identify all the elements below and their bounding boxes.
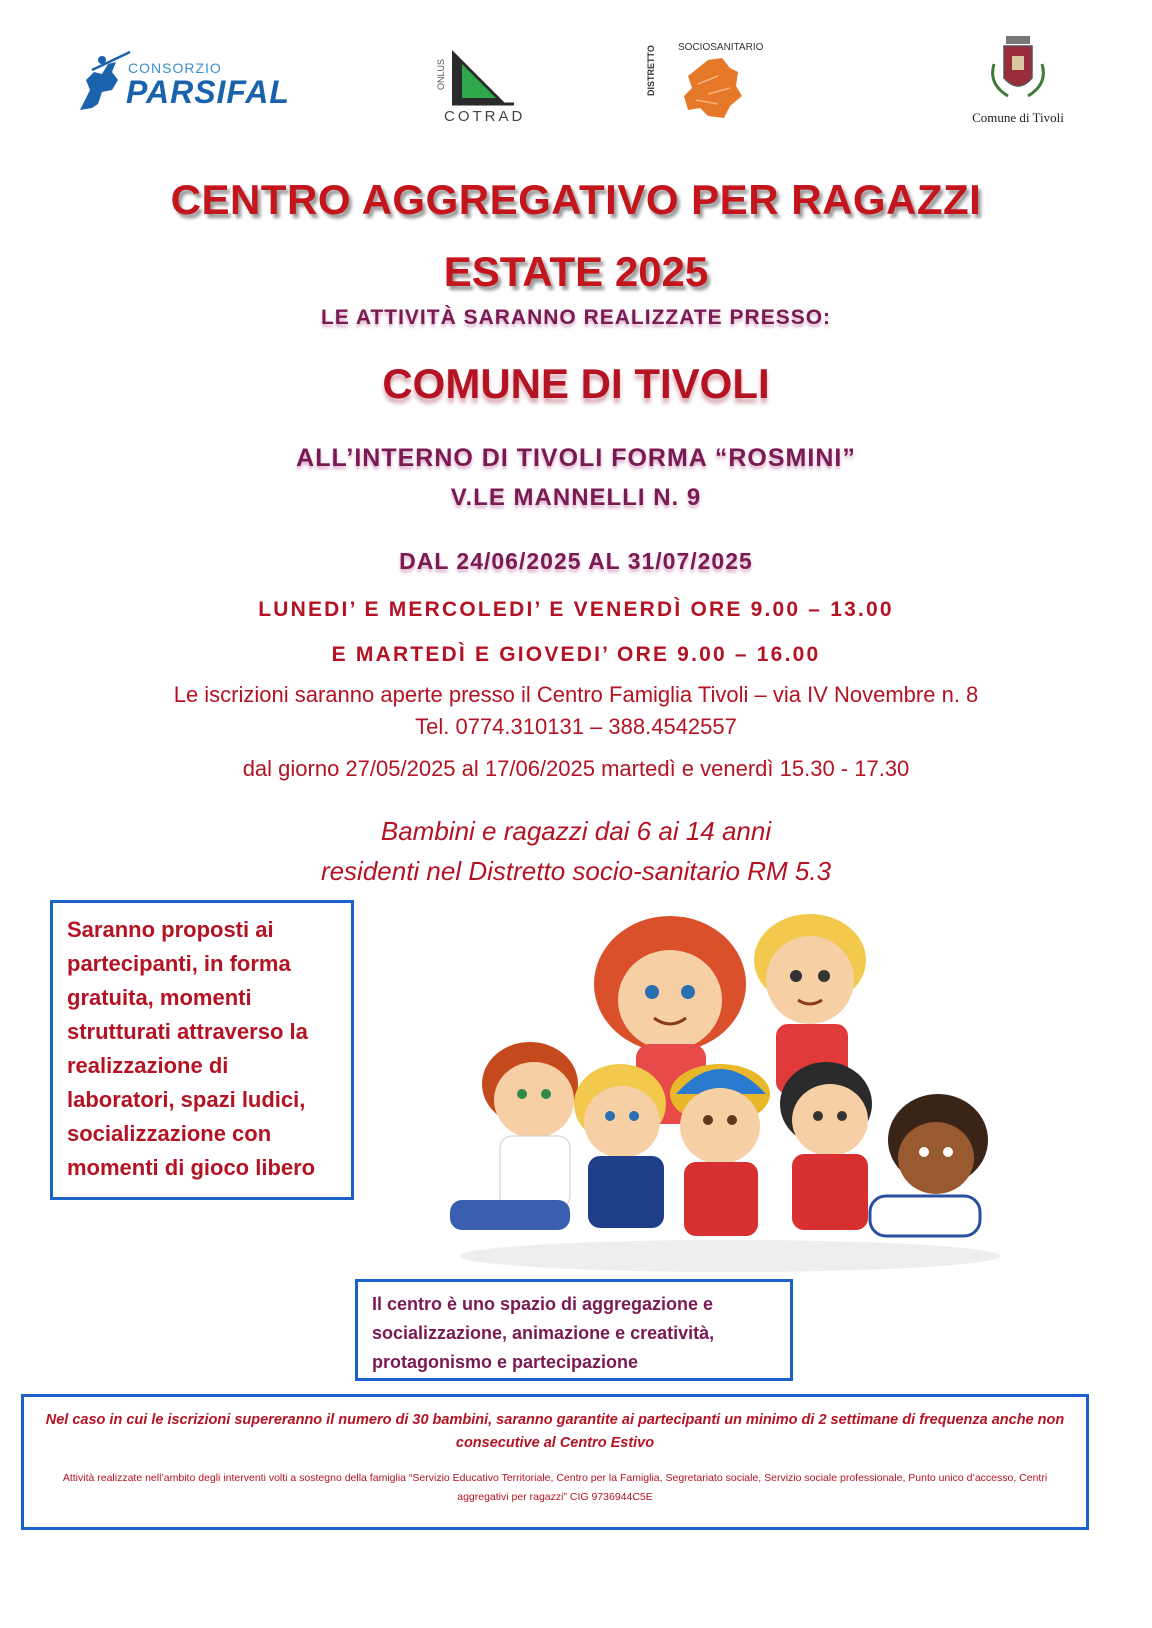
notice-box — [21, 1394, 1089, 1530]
logo-cotrad — [436, 40, 526, 130]
logo-comune-tivoli — [958, 34, 1078, 129]
comune-heading: COMUNE DI TIVOLI — [382, 360, 770, 407]
location-line-1: ALL’INTERNO DI TIVOLI FORMA “ROSMINI” — [296, 444, 856, 472]
logo-parsifal-small: CONSORZIO — [128, 60, 222, 76]
children-group-illustration — [430, 904, 1010, 1282]
title-line-1: CENTRO AGGREGATIVO PER RAGAZZI — [170, 176, 982, 223]
date-range: DAL 24/06/2025 AL 31/07/2025 — [399, 548, 753, 574]
hours-line-1: LUNEDI’ E MERCOLEDI’ E VENERDÌ ORE 9.00 – 13.00 — [258, 598, 894, 621]
logo-distretto-sociosanitario — [646, 36, 764, 126]
notice-footnote-text: Attività realizzate nell’ambito degli interventi volti a sostegno della famiglia “Servizio Educativo Territoriale, Centro per la Famiglia, Segretariato sociale, Servizio sociale professionale, Punto unico d’accesso, Centri aggregativi per ragazzi” CIG 9736944C5E — [62, 1472, 1048, 1503]
target-line-2: residenti nel Distretto socio-sanitario RM 5.3 — [320, 856, 832, 886]
activities-text: Saranno proposti ai partecipanti, in forma gratuita, momenti strutturati attraverso la realizzazione di laboratori, spazi ludici, socializzazione con momenti di gioco libero — [67, 917, 316, 1180]
logo-comune-tivoli-label: Comune di Tivoli — [972, 110, 1064, 125]
hours-line-2: E MARTEDÌ E GIOVEDI’ ORE 9.00 – 16.00 — [331, 643, 821, 666]
logo-parsifal — [72, 48, 312, 118]
cotrad-triangle-icon — [448, 42, 518, 106]
logo-parsifal-name: PARSIFAL — [126, 74, 290, 110]
knight-horse-icon — [72, 50, 132, 114]
title-line-2: ESTATE 2025 — [443, 248, 709, 295]
logo-cotrad-onlus: ONLUS — [436, 58, 446, 90]
center-description-box — [355, 1279, 793, 1381]
district-map-icon — [678, 54, 748, 124]
registration-line-3: dal giorno 27/05/2025 al 17/06/2025 martedì e venerdì 15.30 - 17.30 — [242, 756, 910, 781]
registration-line-1: Le iscrizioni saranno aperte presso il Centro Famiglia Tivoli – via IV Novembre n. 8 — [173, 682, 979, 707]
logo-distretto-top: SOCIOSANITARIO — [678, 42, 764, 53]
registration-line-2: Tel. 0774.310131 – 388.4542557 — [415, 714, 737, 739]
target-line-1: Bambini e ragazzi dai 6 ai 14 anni — [380, 816, 772, 846]
logo-distretto-vertical: DISTRETTO — [646, 45, 656, 96]
center-description-text: Il centro è uno spazio di aggregazione e socializzazione, animazione e creatività, protagonismo e partecipazione — [372, 1294, 715, 1372]
notice-main-text: Nel caso in cui le iscrizioni supereranno il numero di 30 bambini, saranno garantite ai partecipanti un minimo di 2 settimane di frequenza anche non consecutive al Centro Estivo — [45, 1412, 1065, 1451]
logo-cotrad-name: COTRAD — [444, 108, 526, 125]
tivoli-coat-of-arms-icon — [958, 34, 1078, 108]
location-line-2: V.LE MANNELLI N. 9 — [450, 484, 702, 511]
subtitle: LE ATTIVITÀ SARANNO REALIZZATE PRESSO: — [320, 306, 832, 329]
activities-box — [50, 900, 354, 1200]
